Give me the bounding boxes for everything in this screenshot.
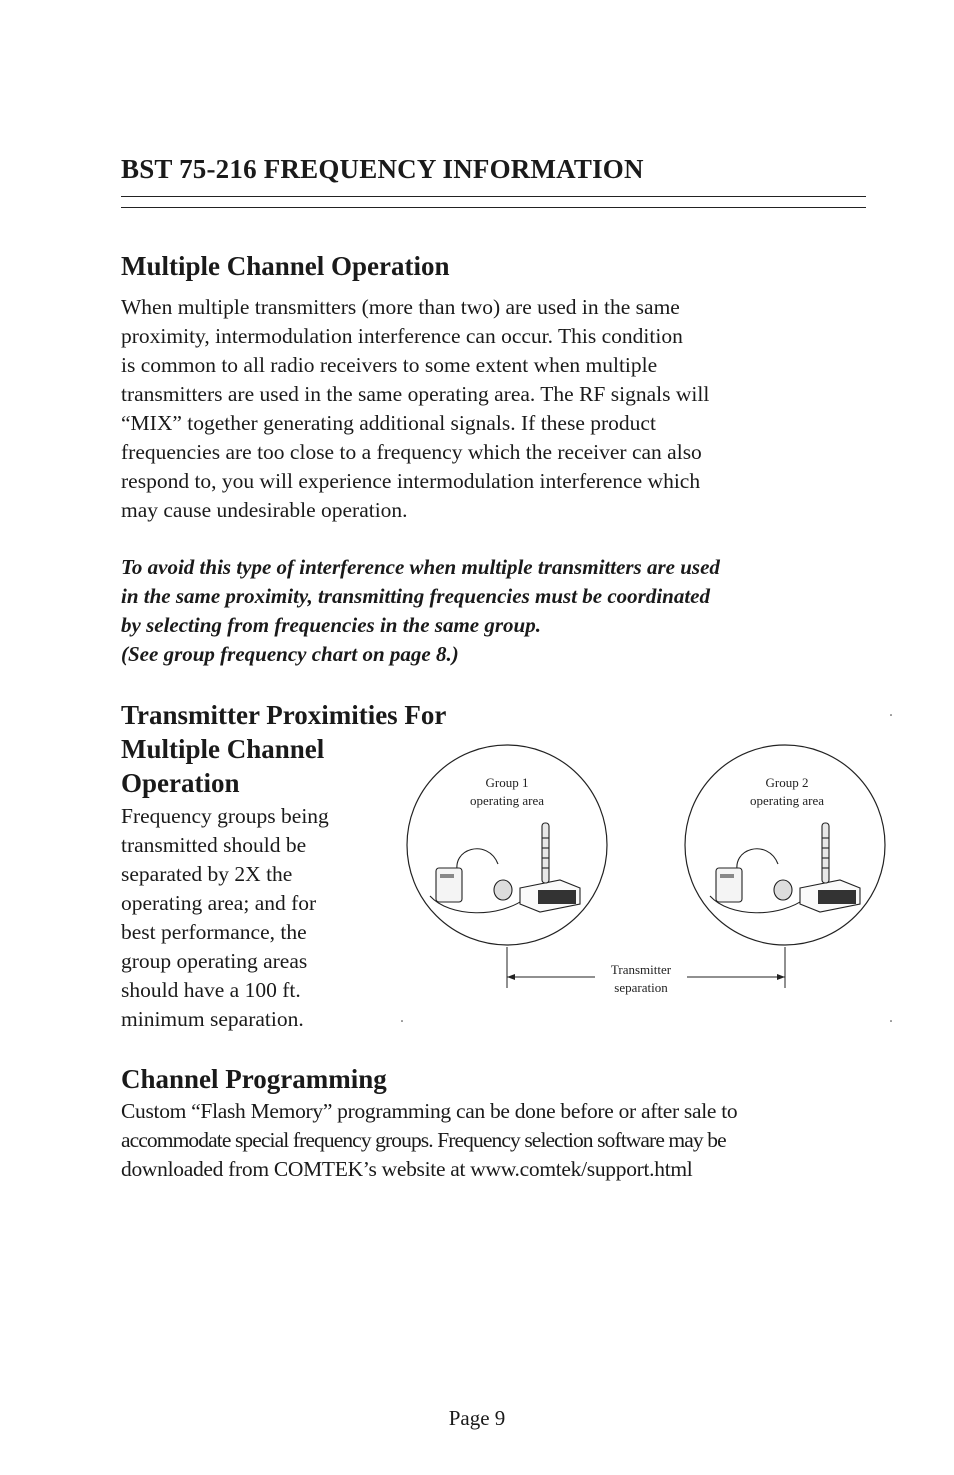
paragraph-line: respond to, you will experience intermodulation interference which xyxy=(121,469,701,493)
headset-band-icon xyxy=(457,849,498,874)
title-rule-top xyxy=(121,196,866,197)
separation-label: Transmitter xyxy=(610,962,672,977)
paragraph-line: “MIX” together generating additional signals. If these product xyxy=(121,411,656,435)
coordination-note xyxy=(121,553,720,669)
multiple-channel-heading: Multiple Channel Operation xyxy=(121,251,450,281)
paragraph-line: operating area; and for xyxy=(121,891,317,915)
paragraph-line: minimum separation. xyxy=(121,1007,304,1031)
paragraph-line: frequencies are too close to a frequency which the receiver can also xyxy=(121,440,702,464)
page-title: BST 75-216 FREQUENCY INFORMATION xyxy=(121,154,644,184)
note-line: (See group frequency chart on page 8.) xyxy=(121,642,459,666)
group1-equipment xyxy=(430,823,580,913)
paragraph-line: proximity, intermodulation interference can occur. This condition xyxy=(121,324,683,348)
beltpack-label-icon xyxy=(440,874,454,878)
headset-band-icon xyxy=(737,849,778,874)
paragraph-line: When multiple transmitters (more than two) are used in the same xyxy=(121,295,680,319)
group2-sublabel: operating area xyxy=(750,793,824,808)
paragraph-line: Frequency groups being xyxy=(121,804,329,828)
paragraph-line: separated by 2X the xyxy=(121,862,293,886)
paragraph-line: accommodate special frequency groups. Frequency selection software may be xyxy=(121,1128,726,1152)
heading-line: Multiple Channel xyxy=(121,734,325,764)
receiver-front-icon xyxy=(538,890,576,904)
operating-area-diagram xyxy=(395,705,905,1030)
group2-label: Group 2 xyxy=(765,775,809,790)
group1-label: Group 1 xyxy=(485,775,529,790)
antenna-icon xyxy=(822,823,829,883)
heading-line: Operation xyxy=(121,768,240,798)
crop-mark xyxy=(890,714,892,716)
beltpack-icon xyxy=(436,868,462,902)
group2-equipment xyxy=(710,823,860,913)
beltpack-label-icon xyxy=(720,874,734,878)
paragraph-line: Custom “Flash Memory” programming can be done before or after sale to xyxy=(121,1099,738,1123)
paragraph-line: is common to all radio receivers to some extent when multiple xyxy=(121,353,658,377)
multiple-channel-paragraph xyxy=(121,293,709,525)
crop-mark xyxy=(401,1020,403,1022)
note-line: in the same proximity, transmitting frequencies must be coordinated xyxy=(121,584,711,608)
heading-line: Transmitter Proximities For xyxy=(121,700,447,730)
headset-earpiece-icon xyxy=(494,880,512,900)
headset-earpiece-icon xyxy=(774,880,792,900)
paragraph-line: transmitters are used in the same operating area. The RF signals will xyxy=(121,382,710,406)
receiver-front-icon xyxy=(818,890,856,904)
note-line: by selecting from frequencies in the same group. xyxy=(121,613,541,637)
beltpack-icon xyxy=(716,868,742,902)
paragraph-line: best performance, the xyxy=(121,920,307,944)
page-number: Page 9 xyxy=(448,1406,506,1430)
arrow-right-icon xyxy=(777,974,785,980)
title-rule-bottom xyxy=(121,207,866,208)
antenna-icon xyxy=(542,823,549,883)
arrow-left-icon xyxy=(507,974,515,980)
group1-sublabel: operating area xyxy=(470,793,544,808)
paragraph-line: may cause undesirable operation. xyxy=(121,498,408,522)
channel-programming-paragraph xyxy=(121,1097,737,1184)
paragraph-line: should have a 100 ft. xyxy=(121,978,301,1002)
paragraph-line: transmitted should be xyxy=(121,833,307,857)
note-line: To avoid this type of interference when multiple transmitters are used xyxy=(121,555,720,579)
crop-mark xyxy=(890,1020,892,1022)
proximities-paragraph xyxy=(121,802,329,1034)
paragraph-line: downloaded from COMTEK’s website at www.comtek/support.html xyxy=(121,1157,693,1181)
paragraph-line: group operating areas xyxy=(121,949,308,973)
channel-programming-heading: Channel Programming xyxy=(121,1064,387,1094)
separation-sublabel: separation xyxy=(614,980,668,995)
